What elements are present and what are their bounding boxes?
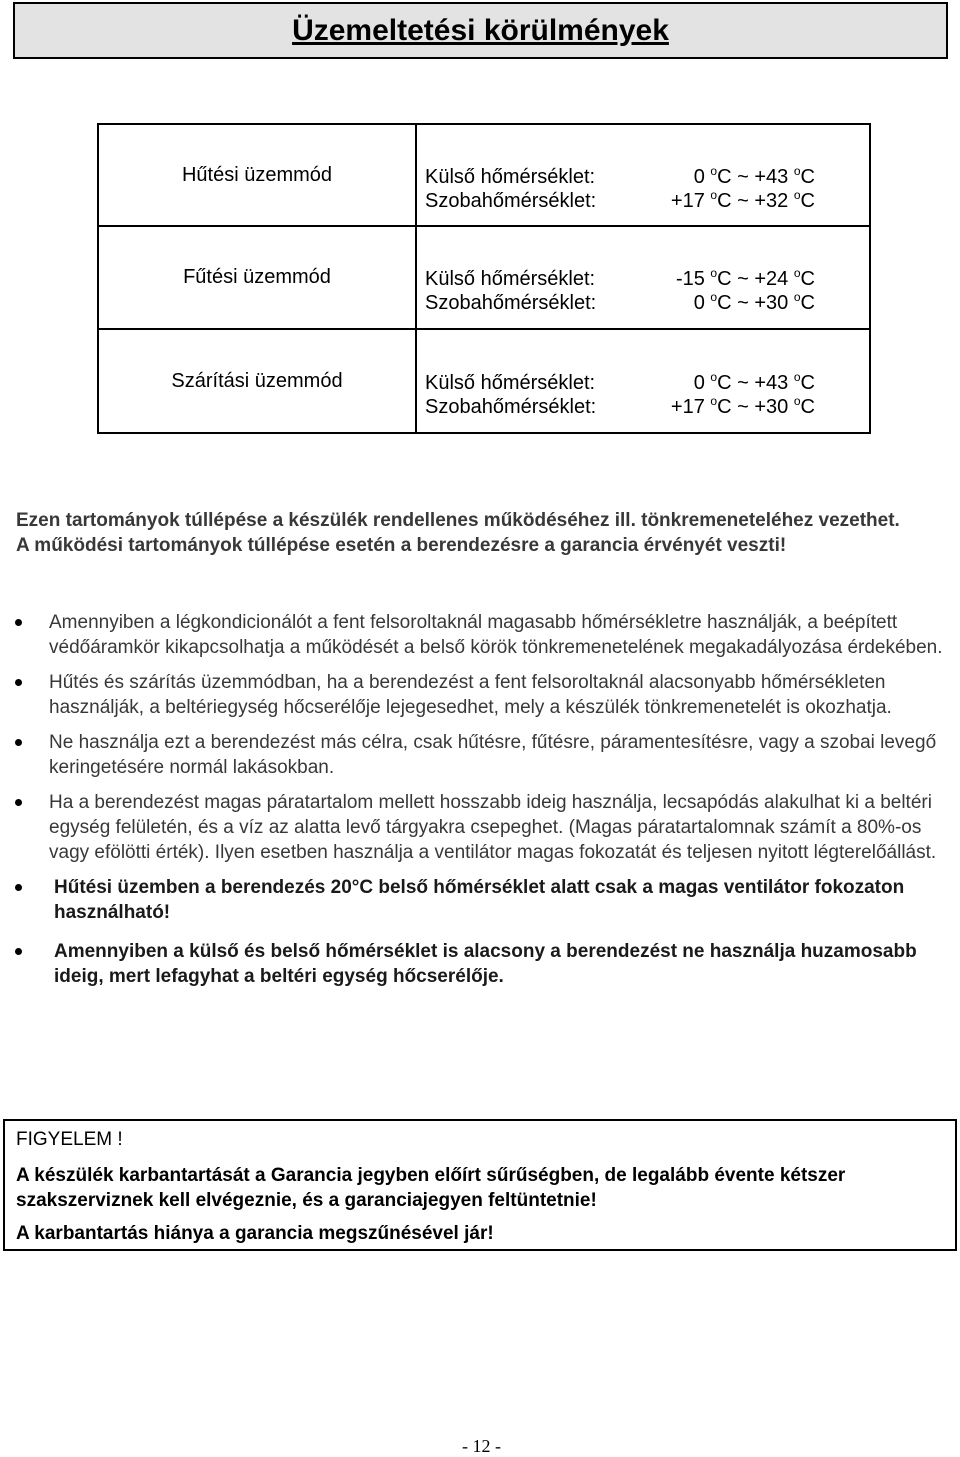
bullet-icon (15, 619, 22, 626)
outdoor-range: 0 $^o$C ~ +43 $^o$C (693, 369, 815, 394)
outdoor-range: -15 $^o$C ~ +24 $^o$C (675, 265, 815, 290)
bullet-icon (15, 948, 22, 955)
room-range: 0 $^o$C ~ +30 $^o$C (693, 289, 815, 314)
notice-warranty-text: A karbantartás hiánya a garancia megszűnésével jár! (16, 1223, 494, 1244)
bullet-icon (15, 884, 22, 891)
outdoor-label: Külső hőmérséklet: (425, 166, 596, 188)
condition-row (98, 329, 870, 433)
usage-note-text: Ne használja ezt a berendezést más célra, csak hűtésre, fűtésre, páramentesítésre, vagy a szobai levegő keringetésére normál lakásokban. (49, 732, 937, 778)
mode-label: Szárítási üzemmód (171, 369, 343, 392)
usage-note (0, 610, 945, 660)
usage-note (0, 790, 945, 865)
usage-note-text: Amennyiben a külső és belső hőmérséklet is alacsony a berendezést ne használja huzamosabb ideig, mert lefagyhat a beltéri egység hőcserélője. (54, 941, 917, 987)
outdoor-range: 0 $^o$C ~ +43 $^o$C (693, 164, 815, 188)
bullet-icon (15, 799, 22, 806)
usage-note-text: Ha a berendezést magas páratartalom mellett hosszabb ideig használja, lecsapódás alakulhat ki a beltéri egység felületén, és a víz az alatta levő tárgyakra csepeghet. (Magas páratartalomnak számít a 80%-os vagy efölötti érték). Ilyen esetben használja a ventilátor magas fokozatát és teljesen nyitott légterelőállást. (49, 792, 937, 863)
usage-note (0, 670, 945, 720)
room-label: Szobahőmérséklet: (425, 395, 597, 418)
mode-cell (98, 226, 416, 329)
bullet-icon (15, 739, 22, 746)
usage-note (0, 730, 945, 780)
condition-row (98, 226, 870, 329)
range-warning (16, 508, 946, 558)
mode-label: Hűtési üzemmód (181, 163, 333, 186)
condition-row (98, 124, 870, 226)
warning-line-2: A működési tartományok túllépése esetén a berendezésre a garancia érvényét veszti! (16, 535, 787, 556)
range-cell (416, 226, 870, 329)
mode-cell (98, 329, 416, 433)
mode-label: Fűtési üzemmód (183, 266, 331, 288)
page-title: Üzemeltetési körülmények (292, 13, 669, 47)
range-cell (416, 329, 870, 433)
outdoor-label: Külső hőmérséklet: (425, 371, 596, 394)
range-cell (416, 124, 870, 226)
usage-note-text: Amennyiben a légkondicionálót a fent felsoroltaknál magasabb hőmérsékletre használják, a beépített védőáramkör kikapcsolhatja a működését a belső körök tönkremenetelének megakadályozása érdekében. (49, 612, 943, 658)
mode-cell (98, 124, 416, 226)
usage-notes-list (0, 610, 945, 989)
usage-note-text: Hűtés és szárítás üzemmódban, ha a berendezést a fent felsoroltaknál alacsonyabb hőmérsékleten használják, a beltériegység hőcserélője lejegesedhet, mely a készülék tönkremenetelét is okozhatja. (49, 672, 892, 718)
room-label: Szobahőmérséklet: (425, 291, 597, 314)
page-number: - 12 - (462, 1436, 501, 1456)
notice-heading: FIGYELEM ! (16, 1129, 123, 1150)
bullet-icon (15, 679, 22, 686)
outdoor-label: Külső hőmérséklet: (425, 267, 596, 290)
room-range: +17 $^o$C ~ +30 $^o$C (670, 393, 815, 418)
usage-note-text: Hűtési üzemben a berendezés 20°C belső hőmérséklet alatt csak a magas ventilátor fokozaton használható! (54, 877, 905, 923)
notice-maintenance-text: A készülék karbantartását a Garancia jegyben előírt sűrűségben, de legalább évente kétszer szakszerviznek kell elvégeznie, és a garanciajegyen feltüntetnie! (16, 1165, 846, 1211)
title-box (13, 2, 948, 59)
room-range: +17 $^o$C ~ +32 $^o$C (670, 188, 815, 212)
usage-note (0, 939, 945, 989)
usage-note (0, 875, 945, 925)
warning-line-1: Ezen tartományok túllépése a készülék rendellenes működéséhez ill. tönkremeneteléhez vezethet. (16, 510, 900, 531)
notice-box (3, 1119, 957, 1251)
room-label: Szobahőmérséklet: (425, 190, 597, 212)
operating-conditions-table (97, 123, 871, 434)
